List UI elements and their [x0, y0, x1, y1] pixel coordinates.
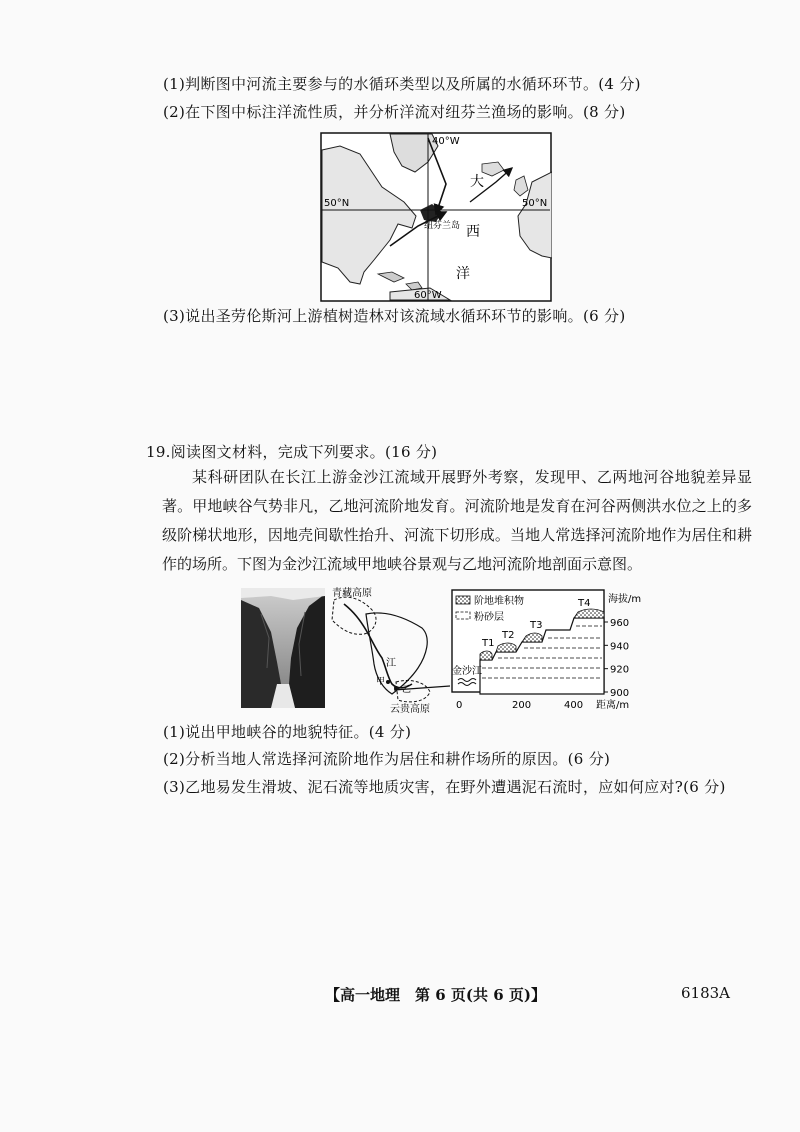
label-yungui-plateau: 云贵高原 — [390, 704, 430, 714]
label-ocean-2: 西 — [466, 224, 480, 240]
label-50n-right: 50°N — [522, 198, 548, 209]
label-ocean-3: 洋 — [456, 266, 470, 282]
y-tick-label: 960 — [610, 618, 630, 629]
legend-silt-label: 粉砂层 — [474, 612, 504, 623]
q19-sub1: (1)说出甲地峡谷的地貌特征。(4 分) — [163, 723, 412, 741]
y-tick-label: 900 — [610, 688, 630, 699]
label-50n-left: 50°N — [324, 198, 350, 209]
label-t1: T1 — [482, 638, 495, 649]
label-river: 金沙江 — [452, 666, 482, 677]
y-tick-label: 920 — [610, 664, 630, 676]
x-axis-title: 距离/m — [596, 700, 630, 711]
y-tick-label: 940 — [610, 641, 630, 653]
label-t2: T2 — [502, 630, 515, 641]
terrace-profile — [450, 584, 650, 714]
label-tibet-plateau: 青藏高原 — [332, 588, 372, 599]
y-ticks — [604, 618, 629, 699]
x-tick-label: 400 — [564, 700, 584, 711]
q18-sub1: (1)判断图中河流主要参与的水循环类型以及所属的水循环环节。(4 分) — [163, 75, 641, 93]
q19-title: 19.阅读图文材料，完成下列要求。(16 分) — [146, 443, 438, 461]
page-footer: 【高一地理 第 6 页(共 6 页)】 — [325, 986, 546, 1004]
legend-silt-swatch — [456, 612, 470, 619]
q18-sub3: (3)说出圣劳伦斯河上游植树造林对该流域水循环环节的影响。(6 分) — [163, 307, 626, 325]
q19-sub3: (3)乙地易发生滑坡、泥石流等地质灾害，在野外遭遇泥石流时，应如何应对?(6 分) — [163, 778, 726, 796]
legend-terrace-swatch — [456, 596, 470, 604]
atlantic-map — [320, 132, 552, 302]
point-yi-marker — [394, 686, 398, 690]
label-60w: 60°W — [414, 290, 442, 301]
label-river: 江 — [386, 658, 396, 669]
label-ocean-1: 大 — [470, 174, 484, 190]
label-40w: 40°W — [432, 136, 460, 147]
label-yi: 乙 — [402, 685, 412, 695]
x-tick-label: 200 — [512, 700, 532, 711]
label-newfoundland: 纽芬兰岛 — [424, 221, 461, 231]
x-tick-label: 0 — [456, 700, 463, 711]
label-t4: T4 — [578, 598, 591, 609]
tibet-plateau-boundary — [332, 597, 376, 634]
paper-code: 6183A — [681, 984, 731, 1002]
gorge-photo — [241, 588, 325, 708]
label-t3: T3 — [530, 620, 543, 631]
point-jia-marker — [386, 680, 390, 684]
q18-sub2: (2)在下图中标注洋流性质，并分析洋流对纽芬兰渔场的影响。(8 分) — [163, 103, 626, 121]
x-ticks — [456, 700, 583, 711]
profile-connector-line-2 — [394, 642, 450, 690]
label-jia: 甲 — [376, 677, 386, 687]
q19-sub2: (2)分析当地人常选择河流阶地作为居住和耕作场所的原因。(6 分) — [163, 750, 611, 768]
location-map — [326, 584, 450, 714]
jinsha-river — [344, 604, 412, 688]
q19-paragraph: 某科研团队在长江上游金沙江流域开展野外考察，发现甲、乙两地河谷地貌差异显著。甲地峡谷气势非凡，乙地河流阶地发育。河流阶地是发育在河谷两侧洪水位之上的多级阶梯状地形，因地壳间歇性抬升、河流下切形成。当地人常选择河流阶地作为居住和耕作的场所。下图为金沙江流域甲地峡谷景观与乙地河流阶地剖面示意图。 — [162, 468, 752, 573]
legend-terrace-label: 阶地堆积物 — [474, 596, 524, 607]
y-axis-title: 海拔/m — [608, 594, 642, 605]
terrace-deposit-t1 — [480, 651, 492, 660]
